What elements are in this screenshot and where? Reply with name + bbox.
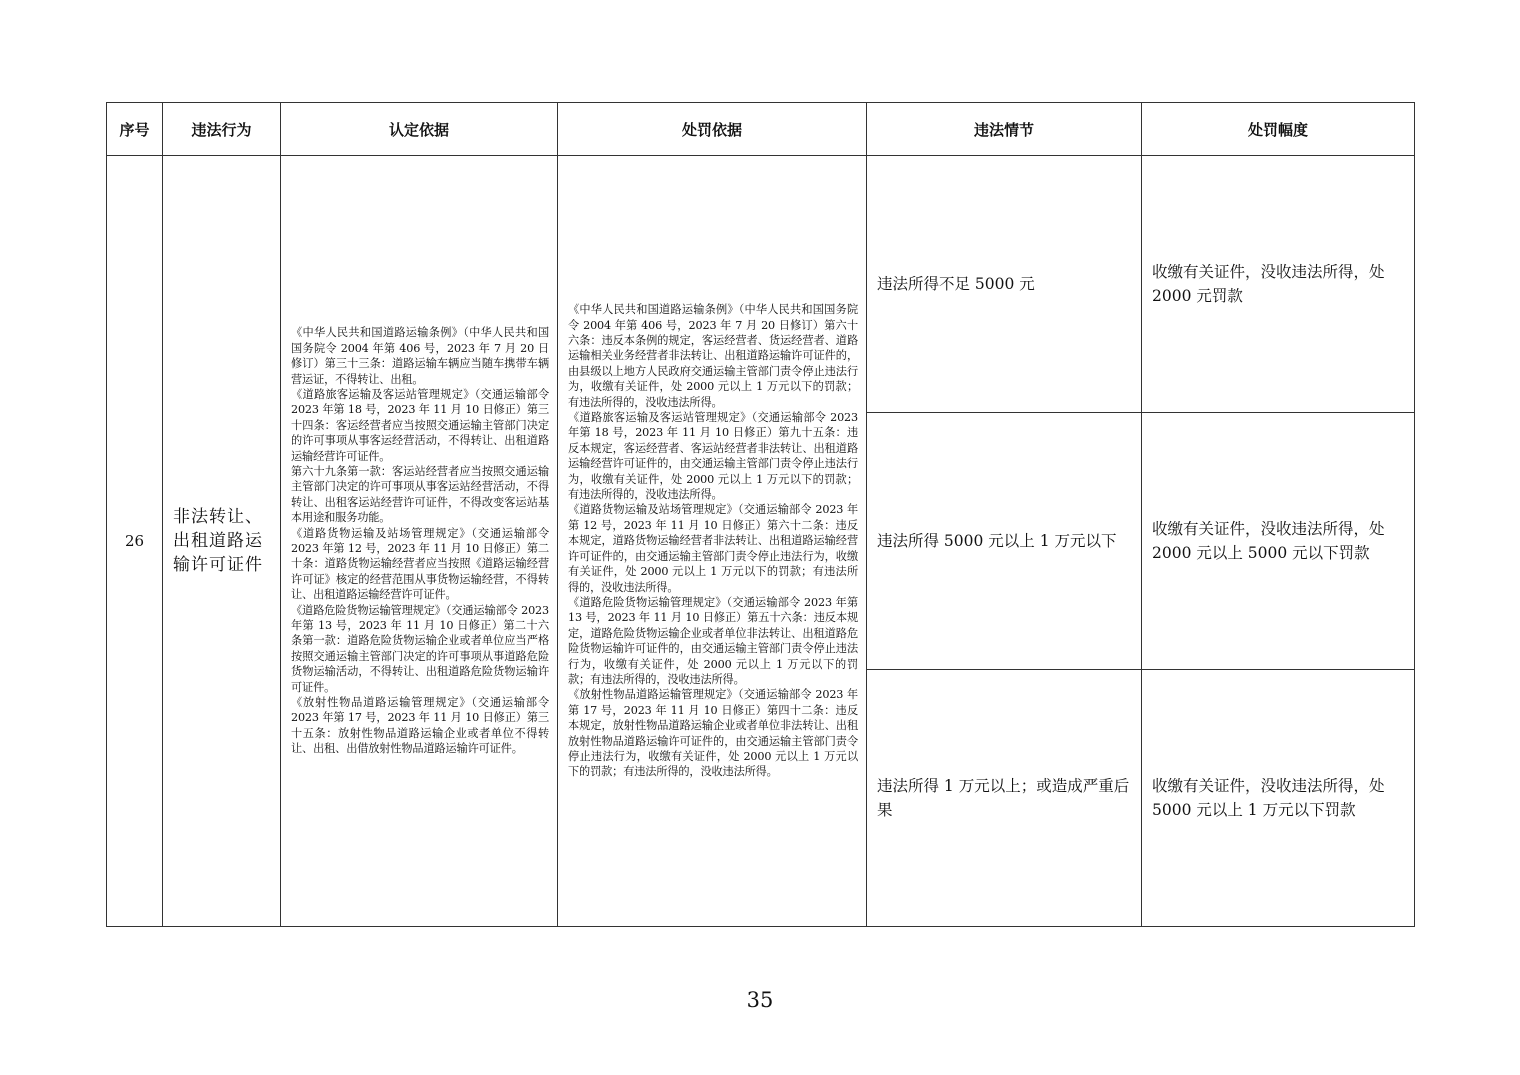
penalty-para: 《中华人民共和国道路运输条例》（中华人民共和国国务院令 2004 年第 406 号，2023 年 7 月 20 日修订）第六十六条：违反本条例的规定，客运经营者、货运经营者、道路运输相关业务经营者非法转让、出租道路运输许可证件的，由县级以上地方人民政府交通运输主管部门责令停止违法行为，收缴有关证件，处 2000 元以上 1 万元以下的罚款；有违法所得的，没收违法所得。 [568, 303, 858, 409]
identify-para: 《放射性物品道路运输管理规定》（交通运输部令 2023 年第 17 号，2023 年 11 月 10 日修正）第三十五条：放射性物品道路运输企业或者单位不得转让、出租、出借放射性物品道路运输许可证件。 [291, 696, 549, 756]
circumstance-level-3: 违法所得 1 万元以上；或造成严重后果 [867, 670, 1142, 927]
page-number: 35 [746, 988, 774, 1012]
penalty-table [106, 102, 1415, 927]
table-row [107, 156, 1415, 413]
identify-para: 《中华人民共和国道路运输条例》（中华人民共和国国务院令 2004 年第 406 号，2023 年 7 月 20 日修订）第三十三条：道路运输车辆应当随车携带车辆营运证，不得转让、出租。 [291, 326, 549, 386]
identify-para: 《道路货物运输及站场管理规定》（交通运输部令 2023 年第 12 号，2023 年 11 月 10 日修正）第二十条：道路货物运输经营者应当按照《道路运输经营许可证》核定的经营范围从事货物运输经营，不得转让、出租道路运输经营许可证件。 [291, 526, 549, 602]
identify-para: 《道路旅客运输及客运站管理规定》（交通运输部令 2023 年第 18 号，2023 年 11 月 10 日修正）第三十四条：客运经营者应当按照交通运输主管部门决定的许可事项从事客运经营活动，不得转让、出租道路运输经营许可证件。 [291, 387, 549, 463]
penalty-level-3: 收缴有关证件，没收违法所得，处 5000 元以上 1 万元以下罚款 [1142, 670, 1415, 927]
penalty-para: 《道路危险货物运输管理规定》（交通运输部令 2023 年第 13 号，2023 年 11 月 10 日修正）第五十六条：违反本规定，道路危险货物运输企业或者单位非法转让、出租道路危险货物运输许可证件的，由交通运输主管部门责令停止违法行为，收缴有关证件，处 2000 元以上 1 万元以下的罚款；有违法所得的，没收违法所得。 [568, 595, 858, 686]
identify-para: 第六十九条第一款：客运站经营者应当按照交通运输主管部门决定的许可事项从事客运站经营活动，不得转让、出租客运站经营许可证件，不得改变客运站基本用途和服务功能。 [291, 464, 549, 525]
header-circumstance: 违法情节 [867, 103, 1142, 156]
circumstance-level-2: 违法所得 5000 元以上 1 万元以下 [867, 413, 1142, 670]
circumstance-level-1: 违法所得不足 5000 元 [867, 156, 1142, 413]
penalty-para: 《道路旅客运输及客运站管理规定》（交通运输部令 2023 年第 18 号，2023 年 11 月 10 日修正）第九十五条：违反本规定，客运经营者、客运站经营者非法转让、出租道路运输经营许可证件的，由交通运输主管部门责令停止违法行为，收缴有关证件，处 2000 元以上 1 万元以下的罚款；有违法所得的，没收违法所得。 [568, 411, 858, 502]
header-basis-identify: 认定依据 [281, 103, 558, 156]
header-seq: 序号 [107, 103, 163, 156]
header-act: 违法行为 [163, 103, 281, 156]
identify-basis-cell [281, 156, 558, 927]
penalty-level-1: 收缴有关证件，没收违法所得，处 2000 元罚款 [1142, 156, 1415, 413]
identify-para: 《道路危险货物运输管理规定》（交通运输部令 2023 年第 13 号，2023 年 11 月 10 日修正）第二十六条第一款：道路危险货物运输企业或者单位应当严格按照交通运输主管部门决定的许可事项从事道路危险货物运输活动，不得转让、出租道路危险货物运输许可证件。 [291, 603, 549, 694]
row-act: 非法转让、出租道路运输许可证件 [163, 156, 281, 927]
header-penalty-range: 处罚幅度 [1142, 103, 1415, 156]
row-seq: 26 [107, 156, 163, 927]
header-row [107, 103, 1415, 156]
penalty-basis-cell [558, 156, 867, 927]
penalty-para: 《道路货物运输及站场管理规定》（交通运输部令 2023 年第 12 号，2023 年 11 月 10 日修正）第六十二条：违反本规定，道路货物运输经营者非法转让、出租道路运输经营许可证件的，由交通运输主管部门责令停止违法行为，收缴有关证件，处 2000 元以上 1 万元以下的罚款；有违法所得的，没收违法所得。 [568, 503, 858, 594]
penalty-para: 《放射性物品道路运输管理规定》（交通运输部令 2023 年第 17 号，2023 年 11 月 10 日修正）第四十二条：违反本规定，放射性物品道路运输企业或者单位非法转让、出租放射性物品道路运输许可证件的，由交通运输主管部门责令停止违法行为，收缴有关证件，处 2000 元以上 1 万元以下的罚款；有违法所得的，没收违法所得。 [568, 688, 858, 779]
header-basis-penalty: 处罚依据 [558, 103, 867, 156]
penalty-level-2: 收缴有关证件，没收违法所得，处 2000 元以上 5000 元以下罚款 [1142, 413, 1415, 670]
